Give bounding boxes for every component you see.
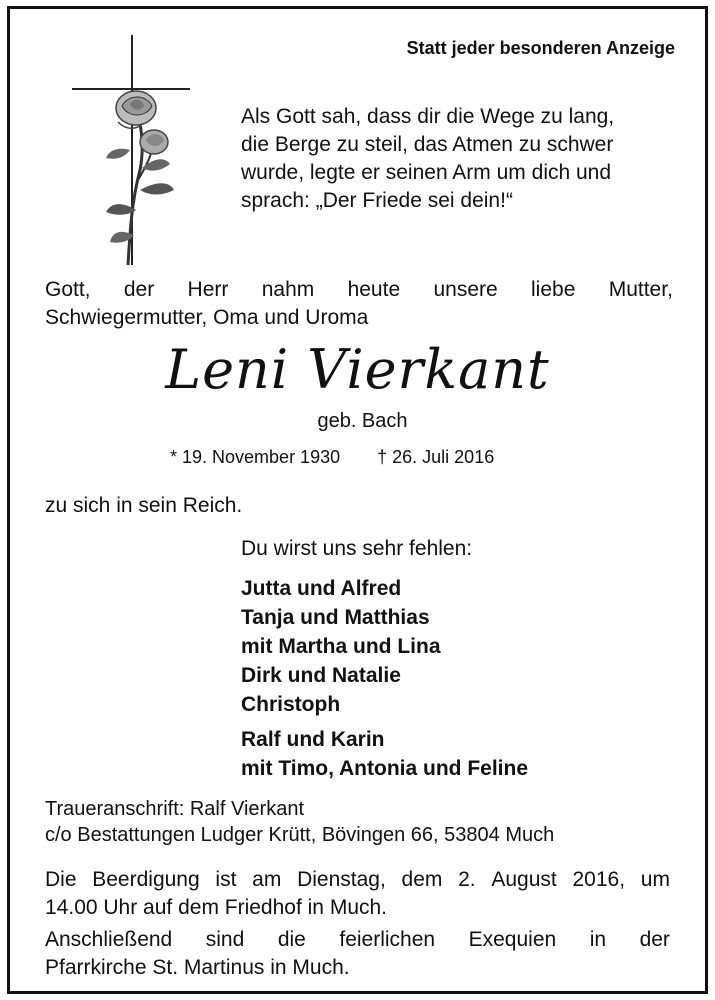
exequien-word: feierlichen [339,928,436,951]
funeral-word: Beerdigung [92,868,200,891]
bible-quote [241,103,676,215]
quote-line: wurde, legte er seinen Arm um dich und [241,161,612,184]
funeral-word: 2016, [572,868,626,891]
exequien-word: der [639,928,670,951]
funeral-word: Die [45,868,77,891]
quote-line: Als Gott sah, dass dir die Wege zu lang, [241,105,615,128]
family-entry: Tanja und Matthias [241,606,430,629]
funeral-word: Dienstag, [297,868,386,891]
exequien-word: die [277,928,306,951]
address-line-2: c/o Bestattungen Ludger Krütt, Bövingen 66, 53804 Much [45,824,555,846]
miss-text: Du wirst uns sehr fehlen: [241,537,473,560]
funeral-word: 2. [458,868,476,891]
family-entry: Jutta und Alfred [241,577,402,600]
funeral-word: August [491,868,557,891]
mourning-address [45,796,554,848]
cross-with-rose-icon [70,30,200,270]
funeral-word: ist [215,868,237,891]
exequien-word: in [589,928,607,951]
life-dates [170,447,526,468]
intro-line-1 [45,276,673,304]
funeral-word: am [252,868,282,891]
exequien-line-2: Pfarrkirche St. Martinus in Much. [45,956,350,979]
intro-word: heute [347,278,401,301]
family-list [241,574,528,783]
birth-name: geb. Bach [317,410,408,432]
funeral-line-2: 14.00 Uhr auf dem Friedhof in Much. [45,896,388,919]
intro-line-2: Schwiegermutter, Oma und Uroma [45,306,369,329]
header-note: Statt jeder besonderen Anzeige [406,38,675,58]
exequien-info [45,926,670,982]
reich-text: zu sich in sein Reich. [45,494,243,517]
address-line-1: Traueranschrift: Ralf Vierkant [45,798,304,820]
birth-date: * 19. November 1930 [170,447,341,467]
intro-word: Herr [187,278,229,301]
family-entry: Ralf und Karin [241,728,385,751]
family-entry: mit Martha und Lina [241,635,441,658]
intro-word: nahm [261,278,315,301]
family-entry: Christoph [241,693,341,716]
intro-word: unsere [433,278,498,301]
exequien-word: Anschließend [45,928,173,951]
intro-text [45,276,673,332]
funeral-info [45,866,670,922]
deceased-name: Leni Vierkant [165,338,550,401]
funeral-line-1 [45,866,670,894]
exequien-word: Exequien [468,928,557,951]
exequien-line-1 [45,926,670,954]
quote-line: die Berge zu steil, das Atmen zu schwer [241,133,614,156]
intro-word: liebe [531,278,576,301]
intro-word: der [123,278,155,301]
family-entry: mit Timo, Antonia und Feline [241,757,528,780]
death-date: † 26. Juli 2016 [377,447,495,467]
family-entry: Dirk und Natalie [241,664,401,687]
intro-word: Mutter, [608,278,673,301]
funeral-word: dem [401,868,443,891]
quote-line: sprach: „Der Friede sei dein!“ [241,189,513,212]
funeral-word: um [640,868,670,891]
intro-word: Gott, [45,278,91,301]
exequien-word: sind [205,928,245,951]
